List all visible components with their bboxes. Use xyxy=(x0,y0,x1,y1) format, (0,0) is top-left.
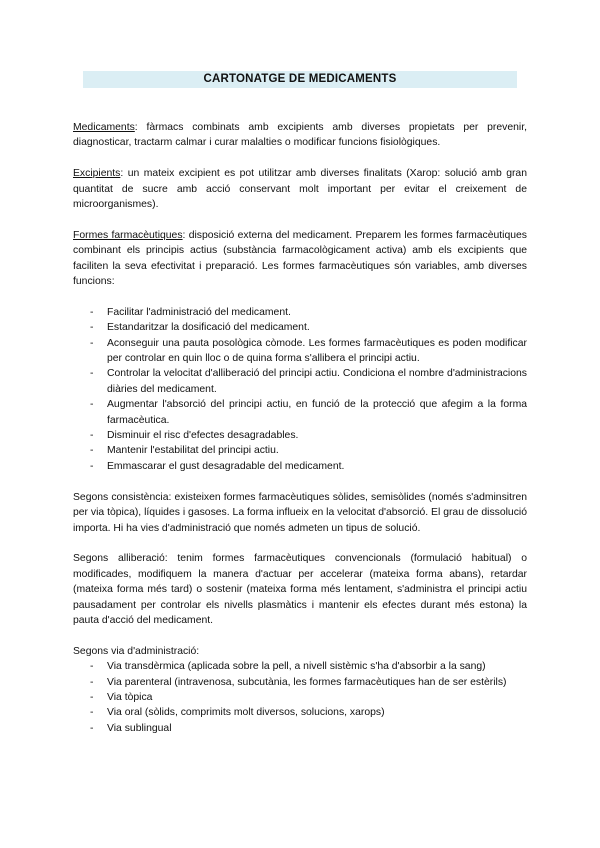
definition-formes: : disposició externa del medicament. Preparem les formes farmacèutiques combinant els principis actius (substància farmacològicament activa) amb els excipients que faciliten la seva efectivitat i preparació. Les formes farmacèutiques són variables, amb diverses funcions: xyxy=(73,229,527,288)
term-excipients: Excipients xyxy=(73,168,121,180)
definition-medicaments: : fàrmacs combinats amb excipients amb diverses propietats per prevenir, diagnosticar, tractarm calmar i curar malalties o modificar funcions fisiològiques. xyxy=(73,122,527,149)
term-medicaments: Medicaments xyxy=(73,122,135,133)
list-item: - Via tòpica xyxy=(73,690,527,705)
paragraph-alliberacio: Segons alliberació: tenim formes farmacèutiques convencionals (formulació habitual) o modificades, modifiquem la manera d'actuar per accelerar (mateixa forma abans), retardar (mateixa forma més tard) o sostenir (mateixa forma més lentament, s'administra el principi actiu pausadament per controlar els nivells plasmàtics i mantenir els efectes durant més estona) la pauta d'acció del medicament. xyxy=(73,553,527,626)
list-item: - Via sublingual xyxy=(73,721,527,736)
list-item: - Via transdèrmica (aplicada sobre la pell, a nivell sistèmic s'ha d'absorbir a la sang) xyxy=(73,659,527,674)
list-item: - Disminuir el risc d'efectes desagradables. xyxy=(73,428,527,443)
document-body xyxy=(73,120,527,752)
list-item: - Emmascarar el gust desagradable del medicament. xyxy=(73,459,527,474)
document-title: CARTONATGE DE MEDICAMENTS xyxy=(83,71,517,88)
list-item: - Via oral (sòlids, comprimits molt diversos, solucions, xarops) xyxy=(73,705,527,720)
list-item: - Via parenteral (intravenosa, subcutània, les formes farmacèutiques han de ser estèrils) xyxy=(73,675,527,690)
definition-excipients: : un mateix excipient es pot utilitzar amb diverses finalitats (Xarop: solució amb gran quantitat de sucre amb acció conservant molt important per evitar el creixement de microorganismes). xyxy=(73,168,527,211)
paragraph-formes xyxy=(73,228,527,290)
vies-list xyxy=(73,659,527,736)
list-item: - Aconseguir una pauta posològica còmode. Les formes farmacèutiques es poden modificar per controlar en quin lloc o de quina forma s'allibera el principi actiu. xyxy=(73,336,527,367)
funcions-list xyxy=(73,305,527,474)
term-formes: Formes farmacèutiques xyxy=(73,229,183,241)
list-item: - Estandaritzar la dosificació del medicament. xyxy=(73,320,527,335)
list-item: - Mantenir l'estabilitat del principi actiu. xyxy=(73,443,527,458)
paragraph-excipients xyxy=(73,166,527,212)
paragraph-medicaments xyxy=(73,120,527,151)
list-item: - Facilitar l'administració del medicament. xyxy=(73,305,527,320)
list-item: - Augmentar l'absorció del principi actiu, en funció de la protecció que afegim a la forma farmacèutica. xyxy=(73,397,527,428)
paragraph-consistencia: Segons consistència: existeixen formes farmacèutiques sòlides, semisòlides (només s'adminsitren per via tòpica), líquides i gasoses. La forma influeix en la velocitat d'absorció. El grau de dissolució importa. Hi ha vies d'administració que només admeten un tipus de solució. xyxy=(73,491,527,534)
list-item: - Controlar la velocitat d'alliberació del principi actiu. Condiciona el nombre d'administracions diàries del medicament. xyxy=(73,366,527,397)
paragraph-via-intro: Segons via d'administració: xyxy=(73,645,200,657)
